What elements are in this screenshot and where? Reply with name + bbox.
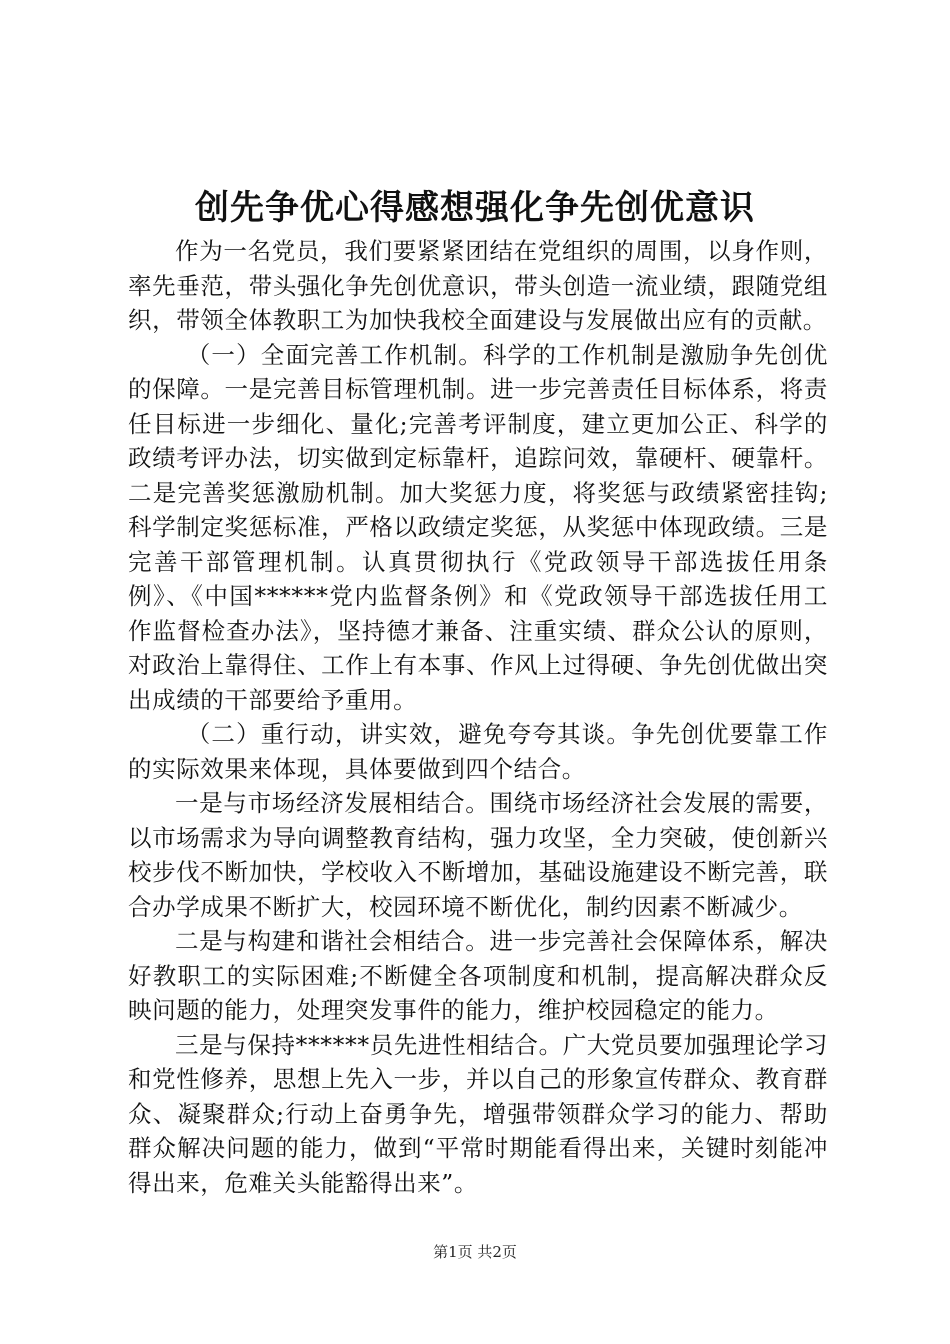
page-footer: 第1页 共2页 bbox=[433, 1243, 517, 1261]
paragraph-point-3: 三是与保持******员先进性相结合。广大党员要加强理论学习和党性修养，思想上先入一步，并以自己的形象宣传群众、教育群众、凝聚群众;行动上奋勇争先，增强带领群众学习的能力、帮助群众解决问题的能力，做到“平常时期能看得出来，关键时刻能冲得出来，危难关头能豁得出来”。 bbox=[128, 1030, 828, 1197]
paragraph-point-2: 二是与构建和谐社会相结合。进一步完善社会保障体系，解决好教职工的实际困难;不断健全各项制度和机制，提高解决群众反映问题的能力，处理突发事件的能力，维护校园稳定的能力。 bbox=[128, 927, 828, 1024]
paragraph-intro: 作为一名党员，我们要紧紧团结在党组织的周围，以身作则，率先垂范，带头强化争先创优意识，带头创造一流业绩，跟随党组织，带领全体教职工为加快我校全面建设与发展做出应有的贡献。 bbox=[128, 237, 828, 334]
paragraph-section-1: （一）全面完善工作机制。科学的工作机制是激励争先创优的保障。一是完善目标管理机制。进一步完善责任目标体系，将责任目标进一步细化、量化;完善考评制度，建立更加公正、科学的政绩考评办法，切实做到定标靠杆，追踪问效，靠硬杆、硬靠杆。二是完善奖惩激励机制。加大奖惩力度，将奖惩与政绩紧密挂钩;科学制定奖惩标准，严格以政绩定奖惩，从奖惩中体现政绩。三是完善干部管理机制。认真贯彻执行《党政领导干部选拔任用条例》、《中国******党内监督条例》和《党政领导干部选拔任用工作监督检查办法》，坚持德才兼备、注重实绩、群众公认的原则，对政治上靠得住、工作上有本事、作风上过得硬、争先创优做出突出成绩的干部要给予重用。 bbox=[128, 340, 828, 714]
document-title: 创先争优心得感想强化争先创优意识 bbox=[195, 188, 755, 228]
paragraph-section-2: （二）重行动，讲实效，避免夸夸其谈。争先创优要靠工作的实际效果来体现，具体要做到四个结合。 bbox=[128, 720, 828, 783]
paragraph-point-1: 一是与市场经济发展相结合。围绕市场经济社会发展的需要，以市场需求为导向调整教育结构，强力攻坚，全力突破，使创新兴校步伐不断加快，学校收入不断增加，基础设施建设不断完善，联合办学成果不断扩大，校园环境不断优化，制约因素不断减少。 bbox=[128, 789, 828, 921]
document-body bbox=[128, 234, 828, 1200]
